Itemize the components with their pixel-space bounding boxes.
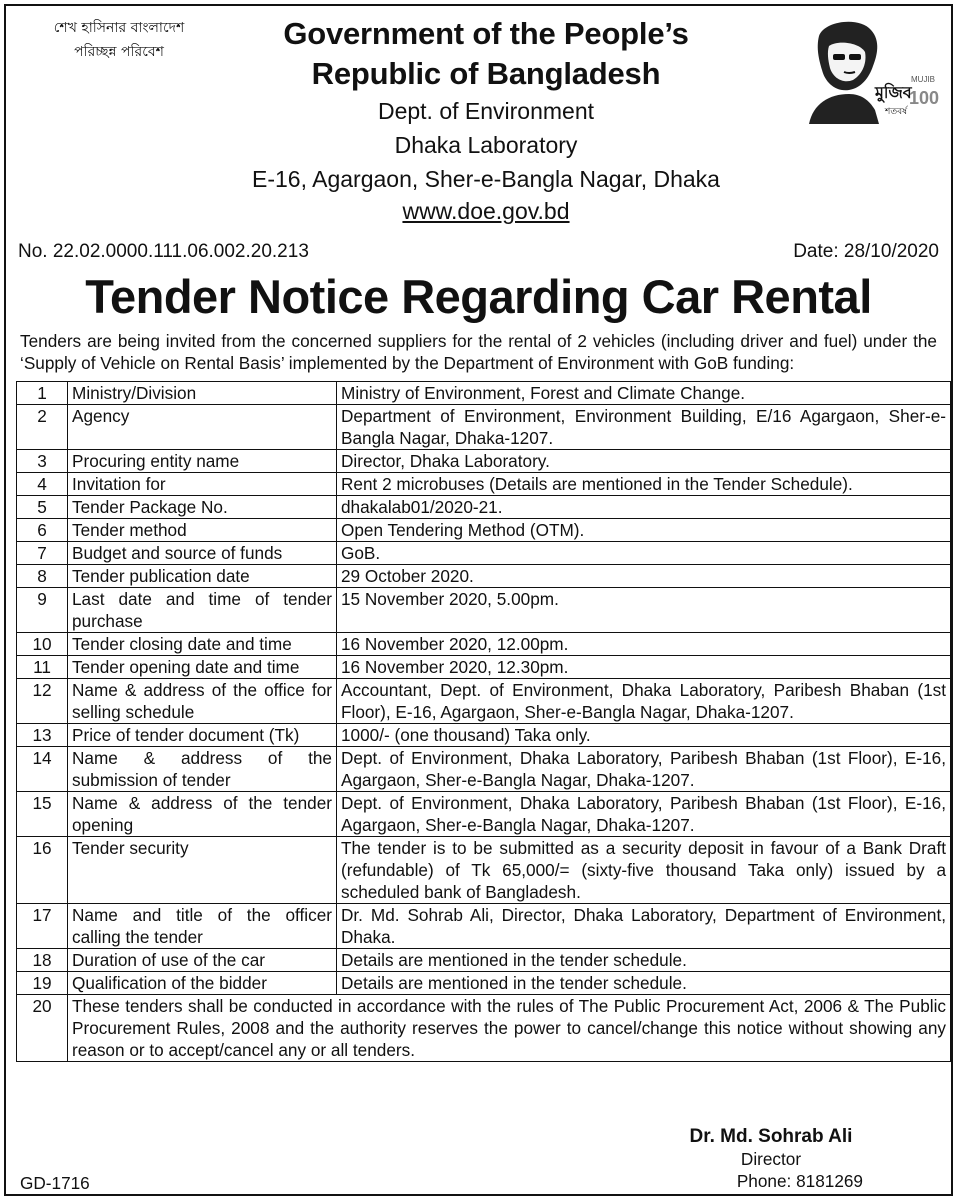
table-row — [17, 995, 951, 1062]
tender-notice-page — [4, 4, 953, 1196]
row-field: Qualification of the bidder — [68, 972, 337, 995]
reference-bar — [18, 238, 939, 266]
row-value: 1000/- (one thousand) Taka only. — [337, 724, 951, 747]
table-row — [17, 519, 951, 542]
table-row — [17, 588, 951, 633]
row-value: Director, Dhaka Laboratory. — [337, 450, 951, 473]
table-row — [17, 949, 951, 972]
row-field: Tender opening date and time — [68, 656, 337, 679]
row-field: Ministry/Division — [68, 382, 337, 405]
row-value: Accountant, Dept. of Environment, Dhaka Laboratory, Paribesh Bhaban (1st Floor), E-16, Agargaon, Sher-e-Bangla Nagar, Dhaka-1207. — [337, 679, 951, 724]
table-row — [17, 724, 951, 747]
signatory-phone: Phone: 8181269 — [736, 1171, 863, 1191]
row-value: 15 November 2020, 5.00pm. — [337, 588, 951, 633]
row-number: 9 — [17, 588, 68, 633]
row-number: 17 — [17, 904, 68, 949]
row-value: Dept. of Environment, Dhaka Laboratory, Paribesh Bhaban (1st Floor), E-16, Agargaon, Sher-e-Bangla Nagar, Dhaka-1207. — [337, 747, 951, 792]
row-number: 18 — [17, 949, 68, 972]
svg-text:মুজিব: মুজিব — [875, 83, 912, 102]
row-value: Department of Environment, Environment Building, E/16 Agargaon, Sher-e-Bangla Nagar, Dhaka-1207. — [337, 405, 951, 450]
row-field: Tender publication date — [68, 565, 337, 588]
mujib-100-logo — [789, 16, 939, 126]
laboratory-name: Dhaka Laboratory — [394, 132, 578, 158]
slogan-line-1: শেখ হাসিনার বাংলাদেশ — [53, 20, 185, 36]
row-field: Name & address of the submission of tender — [68, 747, 337, 792]
row-field: Tender closing date and time — [68, 633, 337, 656]
row-field: Tender security — [68, 837, 337, 904]
tender-details-table — [16, 381, 951, 1062]
row-value: 16 November 2020, 12.30pm. — [337, 656, 951, 679]
mujib-portrait-icon — [789, 16, 939, 126]
table-row — [17, 405, 951, 450]
letterhead — [236, 14, 736, 226]
row-value: Details are mentioned in the tender schedule. — [337, 972, 951, 995]
table-row — [17, 473, 951, 496]
row-value: 16 November 2020, 12.00pm. — [337, 633, 951, 656]
office-address: E-16, Agargaon, Sher-e-Bangla Nagar, Dhaka — [252, 166, 720, 192]
row-value: Dr. Md. Sohrab Ali, Director, Dhaka Laboratory, Department of Environment, Dhaka. — [337, 904, 951, 949]
row-value: 29 October 2020. — [337, 565, 951, 588]
row-field: Name & address of the tender opening — [68, 792, 337, 837]
closing-terms: These tenders shall be conducted in accordance with the rules of The Public Procurement Act, 2006 & The Public Procurement Rules, 2008 and the authority reserves the power to cancel/change this notice without showing any reason or to accept/cancel any or all tenders. — [68, 995, 951, 1062]
department-name: Dept. of Environment — [377, 98, 595, 124]
row-number: 1 — [17, 382, 68, 405]
row-value: Ministry of Environment, Forest and Climate Change. — [337, 382, 951, 405]
row-number: 4 — [17, 473, 68, 496]
row-number: 12 — [17, 679, 68, 724]
row-number: 14 — [17, 747, 68, 792]
table-row — [17, 904, 951, 949]
row-field: Invitation for — [68, 473, 337, 496]
row-number: 2 — [17, 405, 68, 450]
row-value: Dept. of Environment, Dhaka Laboratory, Paribesh Bhaban (1st Floor), E-16, Agargaon, Sher-e-Bangla Nagar, Dhaka-1207. — [337, 792, 951, 837]
row-field: Duration of use of the car — [68, 949, 337, 972]
table-row — [17, 792, 951, 837]
notice-date: Date: 28/10/2020 — [793, 241, 939, 262]
table-row — [17, 633, 951, 656]
table-row — [17, 542, 951, 565]
table-row — [17, 656, 951, 679]
row-number: 15 — [17, 792, 68, 837]
slogan-line-2: পরিচ্ছন্ন পরিবেশ — [74, 44, 164, 60]
government-name-line-2: Republic of Bangladesh — [311, 56, 661, 91]
row-field: Name & address of the office for selling schedule — [68, 679, 337, 724]
svg-text:শতবর্ষ: শতবর্ষ — [885, 107, 908, 117]
table-row — [17, 565, 951, 588]
reference-number: No. 22.02.0000.111.06.002.20.213 — [18, 241, 309, 262]
row-number: 8 — [17, 565, 68, 588]
table-row — [17, 450, 951, 473]
row-number: 6 — [17, 519, 68, 542]
government-name-line-1: Government of the People’s — [283, 16, 689, 51]
row-field: Name and title of the officer calling the tender — [68, 904, 337, 949]
svg-text:MUJIB: MUJIB — [911, 75, 935, 84]
gd-code: GD-1716 — [20, 1173, 90, 1193]
table-row — [17, 496, 951, 519]
row-field: Agency — [68, 405, 337, 450]
row-number: 7 — [17, 542, 68, 565]
row-number: 19 — [17, 972, 68, 995]
table-row — [17, 837, 951, 904]
row-number: 10 — [17, 633, 68, 656]
intro-paragraph: Tenders are being invited from the concerned suppliers for the rental of 2 vehicles (including driver and fuel) under the ‘Supply of Vehicle on Rental Basis’ implemented by the Department of Environment with GoB funding: — [20, 331, 937, 373]
signature-block — [671, 1126, 871, 1170]
signatory-name: Dr. Md. Sohrab Ali — [689, 1126, 853, 1147]
row-field: Tender method — [68, 519, 337, 542]
row-value: dhakalab01/2020-21. — [337, 496, 951, 519]
row-number: 20 — [17, 995, 68, 1062]
row-number: 16 — [17, 837, 68, 904]
row-value: The tender is to be submitted as a security deposit in favour of a Bank Draft (refundable) of Tk 65,000/= (sixty-five thousand Taka only) issued by a scheduled bank of Bangladesh. — [337, 837, 951, 904]
government-slogan — [24, 16, 214, 64]
row-field: Last date and time of tender purchase — [68, 588, 337, 633]
row-number: 13 — [17, 724, 68, 747]
row-value: Rent 2 microbuses (Details are mentioned in the Tender Schedule). — [337, 473, 951, 496]
table-row — [17, 679, 951, 724]
notice-title: Tender Notice Regarding Car Rental — [85, 270, 872, 323]
row-field: Tender Package No. — [68, 496, 337, 519]
table-row — [17, 747, 951, 792]
row-number: 11 — [17, 656, 68, 679]
row-value: Open Tendering Method (OTM). — [337, 519, 951, 542]
svg-text:100: 100 — [909, 88, 939, 108]
signatory-title: Director — [740, 1149, 802, 1169]
website-link[interactable]: www.doe.gov.bd — [402, 198, 570, 224]
row-field: Price of tender document (Tk) — [68, 724, 337, 747]
table-row — [17, 382, 951, 405]
table-row — [17, 972, 951, 995]
row-field: Budget and source of funds — [68, 542, 337, 565]
row-value: Details are mentioned in the tender schedule. — [337, 949, 951, 972]
row-field: Procuring entity name — [68, 450, 337, 473]
row-value: GoB. — [337, 542, 951, 565]
row-number: 5 — [17, 496, 68, 519]
row-number: 3 — [17, 450, 68, 473]
